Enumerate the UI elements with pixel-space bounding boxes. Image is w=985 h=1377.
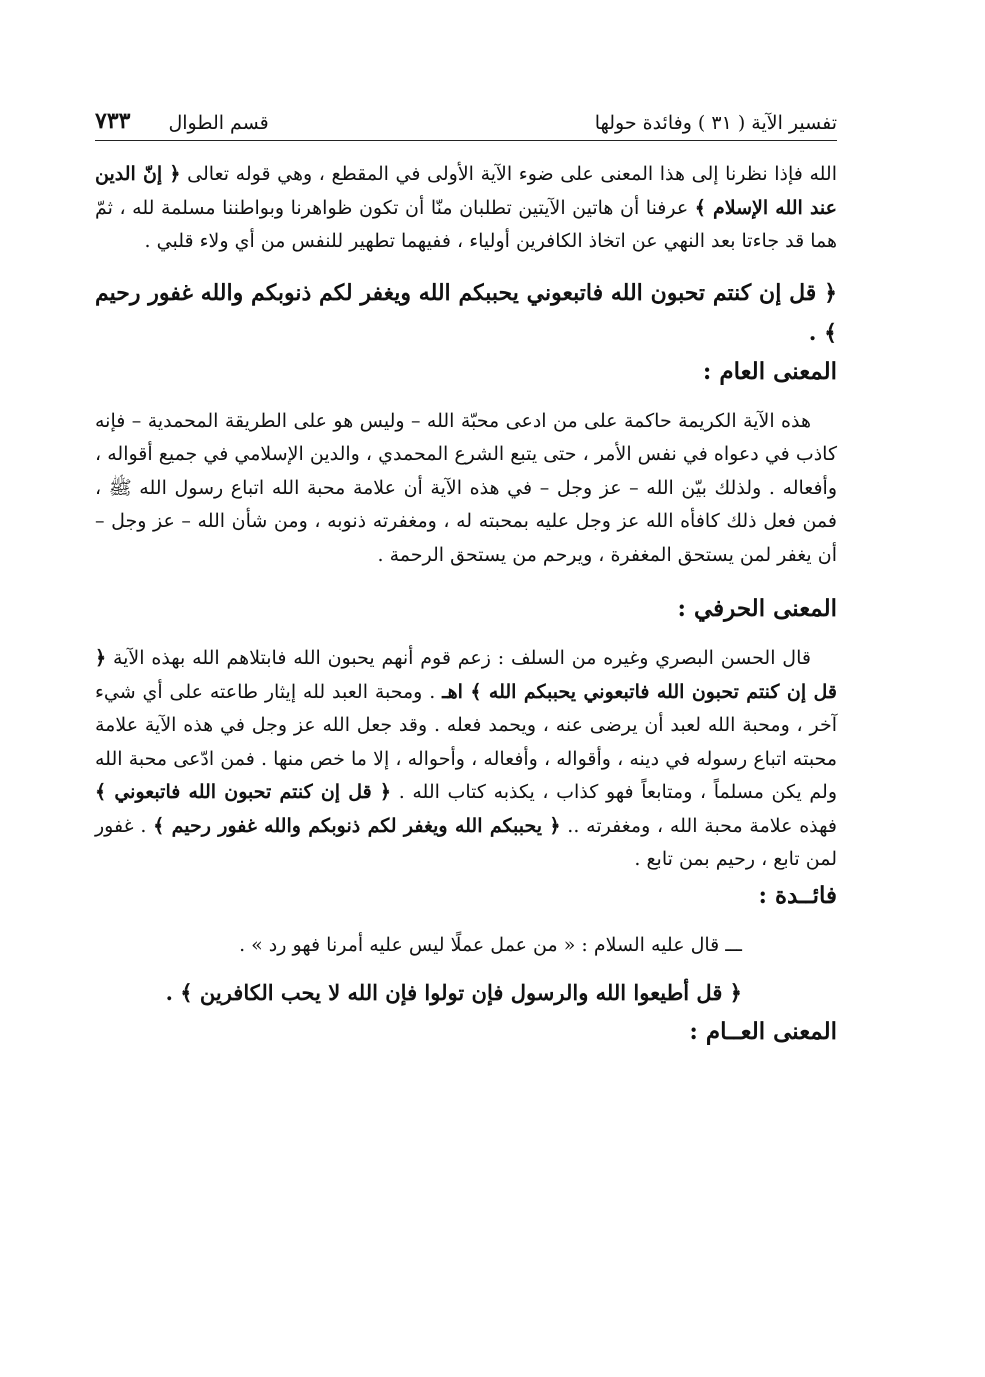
literal-text-1: قال الحسن البصري وغيره من السلف : زعم قوم أنهم يحبون الله فابتلاهم الله بهذه الآية [106, 647, 811, 669]
running-header [95, 100, 837, 134]
literal-text-2: . ومحبة العبد لله إيثار طاعته على أي شيء آخر ، ومحبة الله لعبد أن يرضى عنه ، ويحمد فعله . وقد جعل الله عز وجل في هذه الآية علامة محبته اتباع رسوله في دينه ، وأقواله ، وأفعاله ، وأحواله ، إلا ما خص منها . فمن ادّعى محبة الله ولم يكن مسلماً ، ومتابعاً فهو كذاب ، يكذبه كتاب الله . [95, 680, 838, 803]
general-meaning-text: هذه الآية الكريمة حاكمة على من ادعى محبّة الله – وليس هو على الطريقة المحمدية – فإنه كاذب في دعواه في نفس الأمر ، حتى يتبع الشرع المحمدي ، والدين الإسلامي في جميع أقواله ، وأفعاله . ولذلك بيّن الله – عز وجل – في هذه الآية أن علامة محبة الله اتباع رسول الله ﷺ ، فمن فعل ذلك كافأه الله عز وجل عليه بمحبته له ، ومغفرته ذنوبه ، ومن شأن الله – عز وجل – أن يغفر لمن يستحق المغفرة ، ويرحم من يستحق الرحمة . [95, 409, 837, 566]
literal-verse-quote-2: ﴿ قل إن كنتم تحبون الله فاتبعوني ﴾ [95, 781, 392, 803]
general-meaning-heading-2: المعنى العــام : [689, 1017, 837, 1045]
hadith-line: ـــ قال عليه السلام : « من عمل عملًا ليس عليه أمرنا فهو رد » . [239, 933, 742, 956]
page-number: ٧٣٣ [95, 108, 131, 134]
benefit-verse: ﴿ قل أطيعوا الله والرسول فإن تولوا فإن الله لا يحب الكافرين ﴾ . [165, 979, 742, 1005]
literal-verse-quote-3: ﴿ يحببكم الله ويغفر لكم ذنوبكم والله غفور رحيم ﴾ [153, 814, 561, 837]
literal-meaning-heading: المعنى الحرفي : [677, 595, 837, 622]
header-section: قسم الطوال [168, 112, 269, 134]
header-title: تفسير الآية ( ٣١ ) وفائدة حولها [594, 112, 837, 134]
page-body [95, 158, 837, 1065]
header-rule [95, 140, 837, 141]
intro-verse-quote: ﴿ إنّ الدين عند الله الإسلام ﴾ [95, 163, 837, 219]
header-left-group [95, 108, 269, 134]
literal-text-4: . غفور لمن تابع ، رحيم بمن تابع . [95, 814, 837, 870]
literal-verse-quote-1: ﴿ قل إن كنتم تحبون الله فاتبعوني يحببكم الله ﴾ اهـ [95, 647, 837, 703]
intro-text-2: عرفنا أن هاتين الآيتين تطلبان منّا أن تكون ظواهرنا وبواطننا مسلمة لله ، ثمّ هما قد جاءتا بعد النهي عن اتخاذ الكافرين أولياء ، ففيهما تطهير للنفس من أي ولاء قلبي . [95, 196, 837, 252]
intro-paragraph [95, 158, 837, 259]
literal-text-3: فهذه علامة محبة الله ، ومغفرته .. [560, 814, 837, 837]
benefit-heading: فائــدة : [758, 881, 837, 909]
literal-meaning-text [95, 642, 837, 877]
intro-text-1: الله فإذا نظرنا إلى هذا المعنى على ضوء الآية الأولى في المقطع ، وهي قوله تعالى [180, 163, 837, 185]
main-verse: ﴿ قل إن كنتم تحبون الله فاتبعوني يحببكم الله ويغفر لكم ذنوبكم والله غفور رحيم ﴾ . [95, 279, 837, 346]
general-meaning-heading: المعنى العام : [702, 357, 837, 385]
